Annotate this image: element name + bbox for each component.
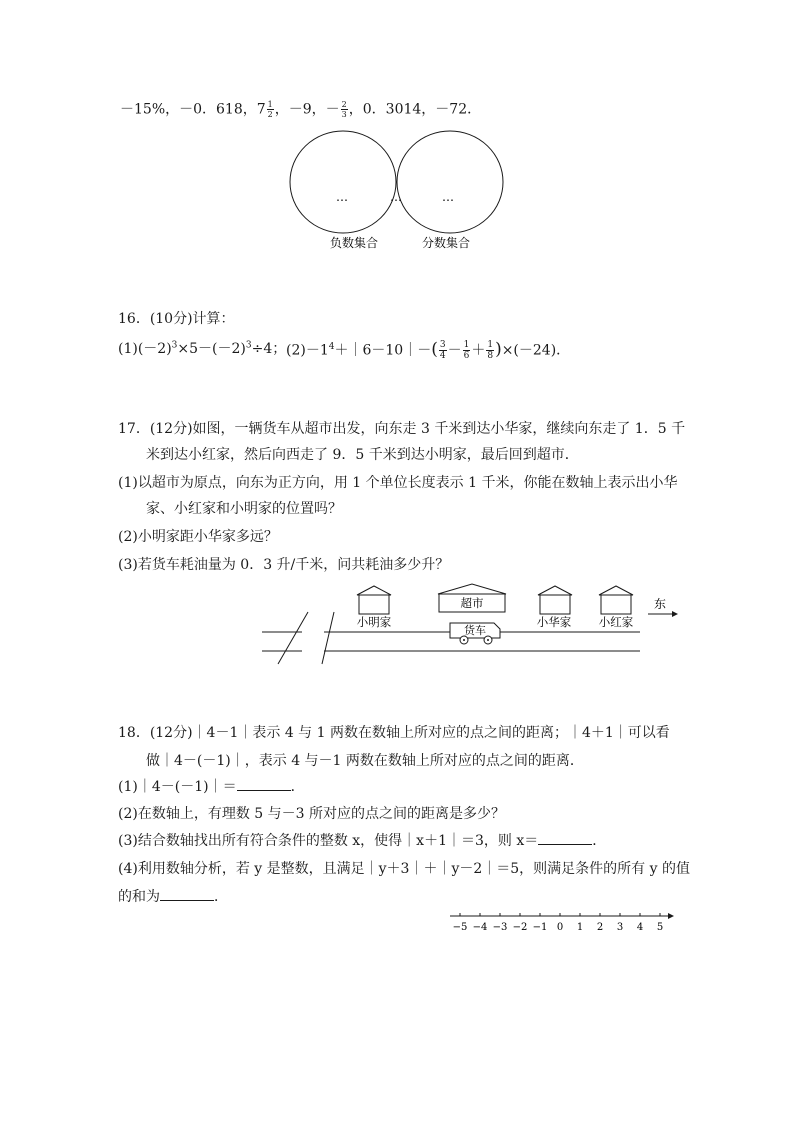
house-xiaohong: [599, 586, 633, 614]
number-line: [448, 906, 676, 934]
fraction: $\frac{1}{8}$: [487, 340, 494, 361]
fraction: $\frac{2}{3}$: [341, 100, 347, 119]
answer-blank[interactable]: [160, 888, 214, 901]
q17-stem-line1: 17．(12分)如图，一辆货车从超市出发，向东走 3 千米到达小华家，继续向东走了 1．5 千: [118, 421, 686, 437]
q18-stem-line1: 18．(12分)｜4－1｜表示 4 与 1 两数在数轴上所对应的点之间的距离；｜4＋1｜可以看: [118, 725, 670, 741]
q18-item4-line2: 的和为 ．: [118, 889, 228, 905]
number-line-tick-label: −3: [492, 922, 508, 933]
fraction: $\frac{1}{6}$: [463, 340, 470, 361]
q16-part1: $(1)(-2)^3\times 5-(-2)^3\div 4$；: [118, 340, 287, 357]
east-label: 东: [654, 597, 667, 611]
venn-diagram: [280, 125, 520, 260]
number-line-tick-label: −4: [472, 922, 488, 933]
venn-dots-right: …: [442, 190, 454, 204]
venn-dots-middle: …: [390, 190, 402, 204]
answer-blank[interactable]: [237, 778, 291, 791]
q18-item3: (3)结合数轴找出所有符合条件的整数 x，使得｜x＋1｜＝3，则 x＝ ．: [118, 833, 607, 849]
house-xiaoming-label: 小明家: [356, 615, 392, 629]
q18-item2: (2)在数轴上，有理数 5 与－3 所对应的点之间的距离是多少？: [118, 806, 505, 822]
number-list-part: ，0．3014，－72．: [348, 101, 482, 118]
number-list: [120, 100, 481, 119]
number-line-tick-label: −2: [512, 922, 528, 933]
q17-stem-line2: 米到达小红家，然后向西走了 9．5 千米到达小明家，最后回到超市．: [146, 447, 579, 463]
number-line-tick-label: 3: [616, 922, 624, 933]
venn-right-ellipse: [397, 131, 503, 233]
supermarket-label: 超市: [460, 596, 484, 610]
house-xiaohua: [538, 586, 572, 614]
q17-item3: (3)若货车耗油量为 0．3 升/千米，问共耗油多少升？: [118, 557, 450, 573]
number-line-tick-label: −5: [452, 922, 468, 933]
q16-header: 16．(10分)计算：: [118, 311, 235, 327]
road-break-gap: [302, 628, 324, 655]
q18-item1: (1)｜4－(－1)｜＝ ．: [118, 779, 305, 795]
q18-stem-line2: 做｜4－(－1)｜，表示 4 与－1 两数在数轴上所对应的点之间的距离．: [146, 753, 584, 769]
q16-part2: $(2)-1^4+|6-10|-$( $\frac{3}{4}$ － $\frac{1}{6}$ ＋ $\frac{1}{8}$ )×(－24)．: [286, 339, 571, 361]
number-line-tick-label: 4: [636, 922, 644, 933]
number-line-tick-label: 1: [576, 922, 584, 933]
east-arrowhead: [672, 611, 678, 617]
fraction: $\frac{1}{2}$: [267, 100, 273, 119]
number-list-part: －15%，－0．618，7: [120, 101, 266, 118]
q17-item1-line1: (1)以超市为原点，向东为正方向，用 1 个单位长度表示 1 千米，你能在数轴上表示出小华: [118, 475, 678, 491]
number-list-part: ，－9，－: [274, 101, 340, 118]
q17-item2: (2)小明家距小华家多远？: [118, 529, 278, 545]
truck-label: 货车: [464, 624, 486, 637]
number-line-tick-label: −1: [532, 922, 548, 933]
number-line-arrowhead: [668, 913, 674, 919]
number-line-tick-label: 2: [596, 922, 604, 933]
venn-left-ellipse: [290, 131, 396, 233]
q17-item1-line2: 家、小红家和小明家的位置吗？: [146, 501, 342, 517]
house-xiaoming: [357, 586, 391, 614]
venn-label-negative: 负数集合: [329, 236, 379, 250]
house-xiaohong-label: 小红家: [598, 615, 634, 629]
venn-label-fraction: 分数集合: [421, 236, 471, 250]
house-xiaohua-label: 小华家: [536, 615, 572, 629]
number-line-tick-label: 5: [656, 922, 664, 933]
q18-item4-line1: (4)利用数轴分析，若 y 是整数，且满足｜y＋3｜＋｜y－2｜＝5，则满足条件的所有 y 的值: [118, 861, 690, 877]
venn-dots-left: …: [336, 190, 348, 204]
answer-blank[interactable]: [538, 832, 592, 845]
fraction: $\frac{3}{4}$: [439, 340, 446, 361]
number-line-tick-label: 0: [556, 922, 564, 933]
road-diagram: [258, 582, 682, 668]
